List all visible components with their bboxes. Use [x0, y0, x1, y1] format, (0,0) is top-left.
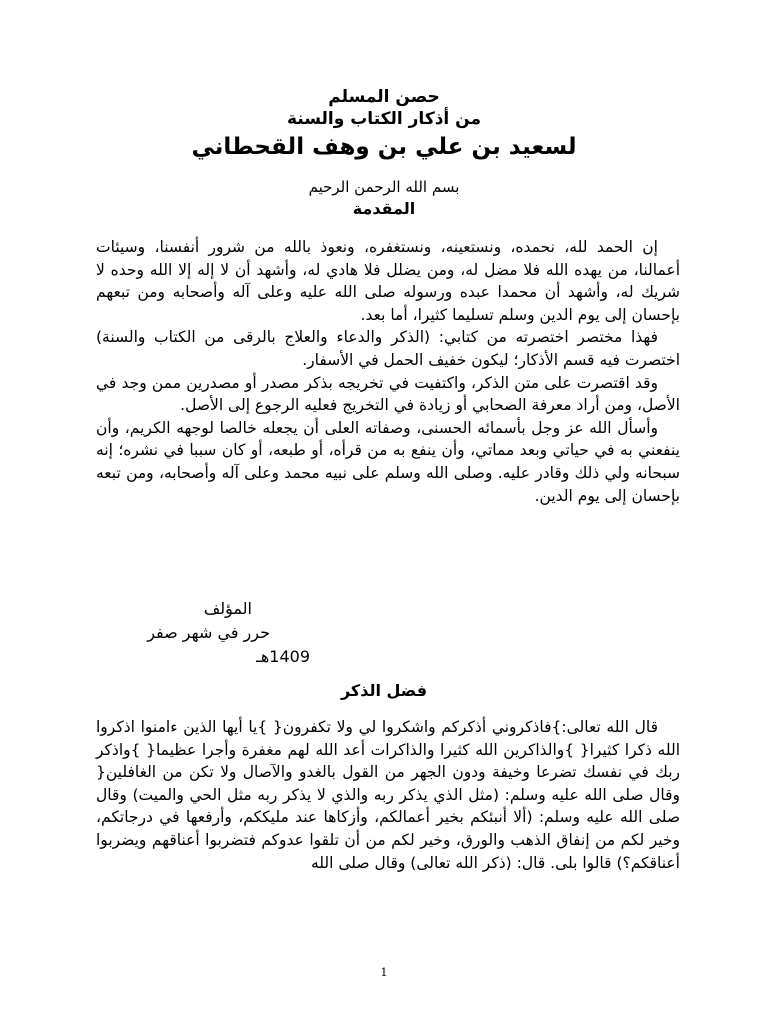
- book-subtitle: من أذكار الكتاب والسنة: [286, 109, 481, 129]
- signature: المؤلف: [203, 599, 252, 618]
- intro-body: [96, 236, 680, 507]
- section-heading: فضل الذكر: [340, 681, 428, 700]
- intro-paragraph: إن الحمد لله، نحمده، ونستعينه، ونستغفره، ونعوذ بالله من شرور أنفسنا، وسيئات أعمالنا، من يهده الله فلا مضل له، ومن يضلل فلا هادي له، وأشهد أن لا إله إلا الله وحده لا شريك له، وأشهد أن محمدا عبده ورسوله صلى الله عليه وعلى آله وأصحابه ومن تبعهم بإحسان إلى يوم الدين وسلم تسليما كثيرا، أما بعد.: [96, 238, 680, 324]
- intro-heading: المقدمة: [352, 199, 416, 218]
- intro-paragraph: وأسأل الله عز وجل بأسمائه الحسنى، وصفاته العلى أن يجعله خالصا لوجهه الكريم، وأن ينفعني به في حياتي وبعد مماتي، وأن ينفع به من قرأه، أو طبعه، أو كان سببا في نشره؛ إنه سبحانه ولي ذلك وقادر عليه. وصلى الله وسلم على نبيه محمد وعلى آله وأصحابه، ومن تبعه بإحسان إلى يوم الدين.: [96, 418, 680, 505]
- page-number: 1: [380, 966, 388, 979]
- book-title: حصن المسلم: [328, 87, 440, 107]
- written-year: 1409هـ: [256, 647, 310, 666]
- intro-paragraph: وقد اقتصرت على متن الذكر، واكتفيت في تخريجه بذكر مصدر أو مصدرين ممن وجد في الأصل، ومن أراد معرفة الصحابي أو زيادة في التخريج فعليه الرجوع إلى الأصل.: [96, 373, 680, 415]
- intro-paragraph: فهذا مختصر اختصرته من كتابي: (الذكر والدعاء والعلاج بالرقى من الكتاب والسنة) اختصرت فيه قسم الأذكار؛ ليكون خفيف الحمل في الأسفار.: [96, 328, 680, 369]
- section-paragraph: قال الله تعالى:}فاذكروني أذكركم واشكروا لي ولا تكفرون{ }يا أيها الذين ءامنوا اذكروا الله ذكرا كثيرا{ }والذاكرين الله كثيرا والذاكرات أعد الله لهم مغفرة وأجرا عظيما{ }واذكر ربك في نفسك تضرعا وخيفة ودون الجهر من القول بالغدو والآصال ولا تكن من الغافلين{ وقال صلى الله عليه وسلم: (مثل الذي يذكر ربه والذي لا يذكر ربه مثل الحي والميت) وقال صلى الله عليه وسلم: (ألا أنبئكم بخير أعمالكم، وأزكاها عند مليككم، وأرفعها في درجاتكم، وخير لكم من إنفاق الذهب والورق، وخير لكم من أن تلقوا عدوكم فتضربوا أعناقهم ويضربوا أعناقكم؟) قالوا بلى. قال: (ذكر الله تعالى) وقال صلى الله: [96, 718, 680, 872]
- basmala: بسم الله الرحمن الرحيم: [308, 178, 460, 196]
- written-date: حرر في شهر صفر: [147, 623, 270, 642]
- book-author: لسعيد بن علي بن وهف القحطاني: [191, 134, 577, 160]
- section-body: [96, 716, 680, 874]
